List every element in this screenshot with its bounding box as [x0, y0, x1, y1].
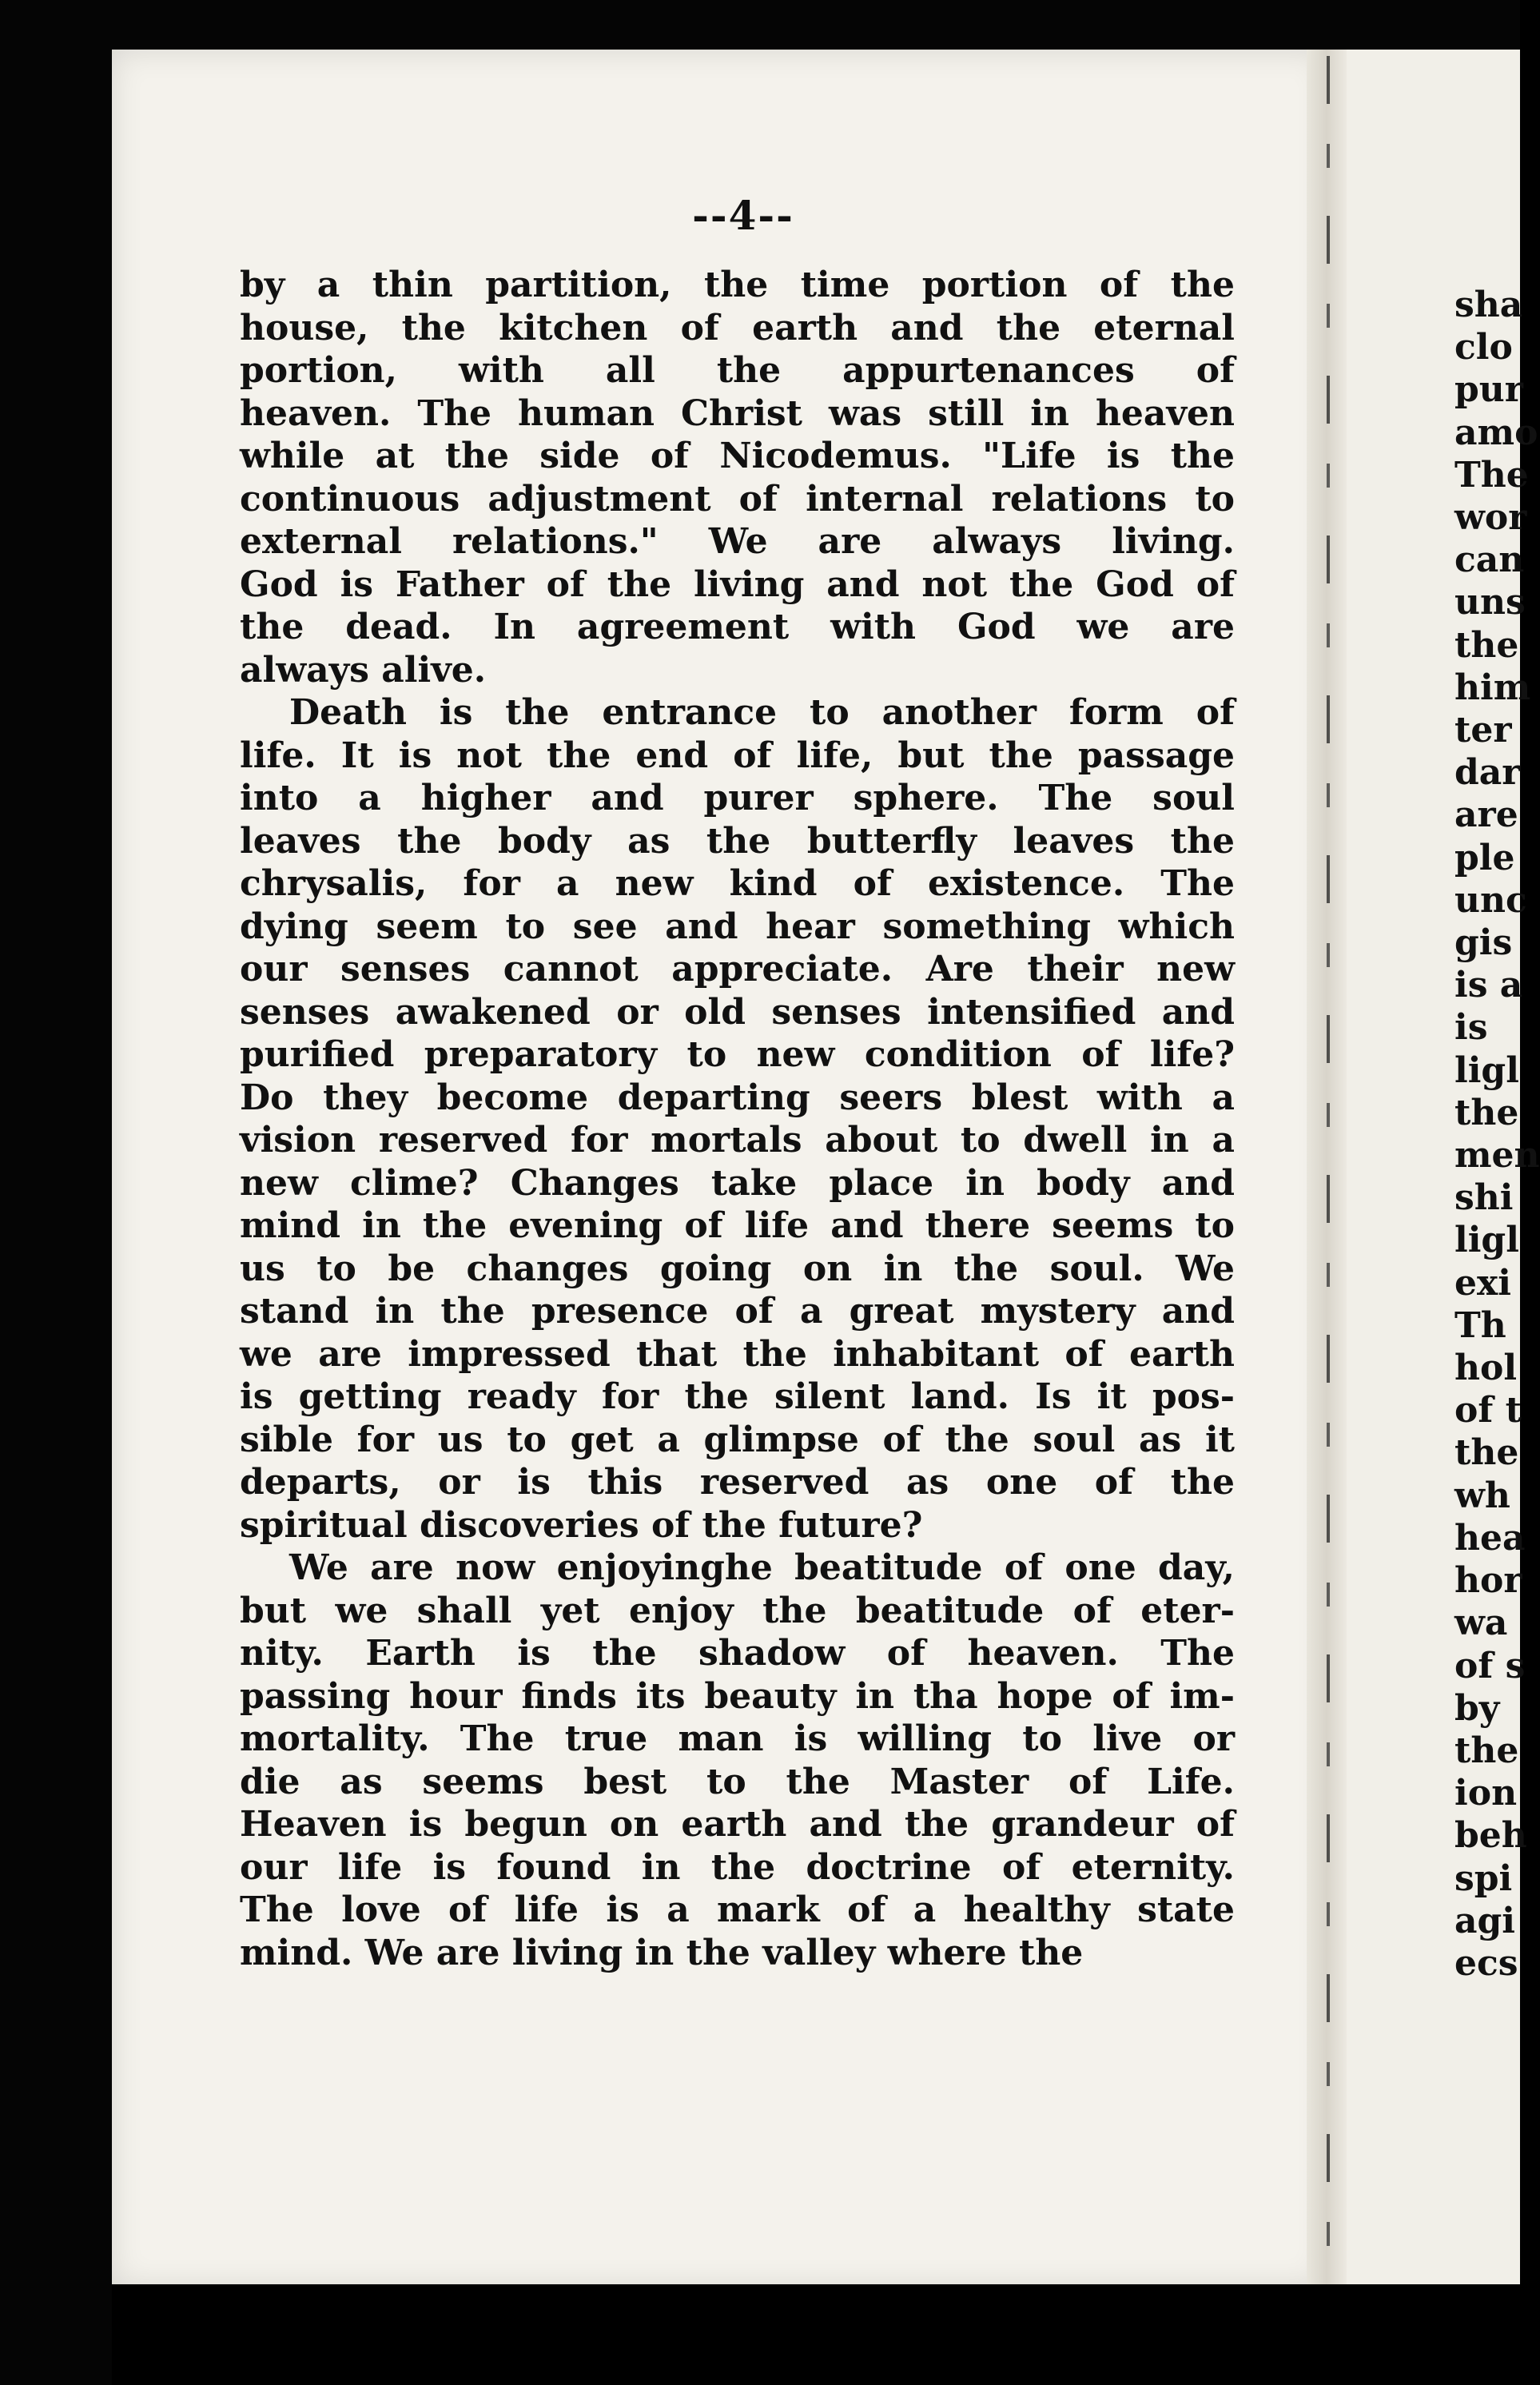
text-line: into a higher and purer sphere. The soul — [240, 778, 1235, 818]
fragment-line: amo — [1454, 412, 1538, 453]
fragment-line: ion — [1454, 1773, 1518, 1814]
fragment-line: men — [1454, 1135, 1540, 1177]
text-line: Heaven is begun on earth and the grandeur of — [240, 1804, 1235, 1845]
text-line: always alive. — [240, 649, 487, 691]
text-line: passing hour finds its beauty in tha hope of im- — [240, 1675, 1235, 1717]
fragment-line: the — [1454, 1730, 1519, 1771]
text-line: the dead. In agreement with God we are — [240, 607, 1235, 647]
fragment-line: the — [1454, 624, 1519, 666]
text-line: but we shall yet enjoy the beatitude of eter- — [240, 1590, 1235, 1631]
text-line: stand in the presence of a great mystery and — [240, 1291, 1235, 1332]
text-line: nity. Earth is the shadow of heaven. The — [240, 1633, 1235, 1674]
fragment-line: wor — [1454, 497, 1527, 539]
fragment-line: are — [1454, 794, 1518, 836]
text-line: life. It is not the end of life, but the passage — [240, 735, 1235, 776]
text-line: dying seem to see and hear something which — [240, 906, 1235, 947]
text-line: portion, with all the appurtenances of — [240, 350, 1235, 391]
text-line: mind. We are living in the valley where the — [240, 1932, 1084, 1973]
binding-stitch — [1327, 56, 1330, 2278]
text-line: die as seems best to the Master of Life. — [240, 1761, 1235, 1802]
fragment-line: unc — [1454, 879, 1527, 921]
text-line: sible for us to get a glimpse of the soul as it — [240, 1419, 1235, 1460]
paragraph — [240, 1547, 1235, 1974]
text-line: spiritual discoveries of the future? — [240, 1504, 923, 1546]
text-line: mind in the evening of life and there seems to — [240, 1205, 1235, 1246]
fragment-line: gis — [1454, 922, 1513, 964]
fragment-line: can — [1454, 540, 1525, 581]
text-line: by a thin partition, the time portion of the — [240, 265, 1235, 305]
text-line: vision reserved for mortals about to dwell in a — [240, 1120, 1235, 1161]
page-number: --4-- — [692, 192, 794, 239]
text-line: Death is the entrance to another form of — [289, 692, 1235, 733]
text-line: mortality. The true man is willing to live or — [240, 1718, 1235, 1759]
text-line: is getting ready for the silent land. Is it pos- — [240, 1376, 1235, 1417]
fragment-line: spi — [1454, 1857, 1513, 1899]
fragment-line: is a — [1454, 965, 1523, 1006]
fragment-line: exi — [1454, 1262, 1511, 1304]
text-line: chrysalis, for a new kind of existence. The — [240, 863, 1235, 904]
fragment-line: sha — [1454, 285, 1523, 325]
fragment-line: wa — [1454, 1603, 1508, 1644]
paragraph — [240, 691, 1235, 1547]
page-body — [240, 264, 1235, 1974]
text-line: house, the kitchen of earth and the eternal — [240, 307, 1235, 348]
fragment-line: him — [1454, 667, 1531, 708]
text-line: we are impressed that the inhabitant of earth — [240, 1333, 1235, 1375]
fragment-line: is — [1454, 1007, 1488, 1049]
fragment-line: ligl — [1454, 1049, 1519, 1091]
text-line: senses awakened or old senses intensified and — [240, 991, 1235, 1033]
adjacent-page-text — [1454, 284, 1540, 1985]
fragment-line: ter — [1454, 710, 1512, 751]
scan-bottom-border — [112, 2284, 1520, 2385]
fragment-line: the — [1454, 1432, 1519, 1474]
fragment-line: The — [1454, 454, 1529, 496]
fragment-line: ple — [1454, 837, 1515, 878]
fragment-line: pur — [1454, 369, 1523, 411]
fragment-line: hor — [1454, 1560, 1522, 1602]
fragment-line: ecs — [1454, 1942, 1518, 1984]
fragment-line: by — [1454, 1687, 1500, 1729]
text-line: heaven. The human Christ was still in heaven — [240, 392, 1235, 434]
fragment-line: shi — [1454, 1177, 1514, 1219]
text-line: Do they become departing seers blest with a — [240, 1077, 1235, 1118]
text-line: God is Father of the living and not the God of — [240, 563, 1235, 605]
text-line: external relations." We are always living. — [240, 521, 1235, 562]
text-line: us to be changes going on in the soul. We — [240, 1248, 1235, 1289]
text-line: leaves the body as the butterfly leaves the — [240, 820, 1235, 862]
text-line: departs, or is this reserved as one of the — [240, 1462, 1235, 1503]
fragment-line: the — [1454, 1092, 1519, 1133]
fragment-line: of t — [1454, 1390, 1522, 1431]
text-line: while at the side of Nicodemus. "Life is the — [240, 436, 1235, 476]
fragment-line: of s — [1454, 1645, 1526, 1686]
text-line: The love of life is a mark of a healthy state — [240, 1889, 1235, 1930]
fragment-line: agi — [1454, 1900, 1515, 1941]
fragment-line: Th — [1454, 1304, 1506, 1346]
fragment-line: ligl — [1454, 1220, 1519, 1261]
fragment-line: hol — [1454, 1348, 1518, 1389]
fragment-line: dar — [1454, 752, 1521, 794]
fragment-line: hea — [1454, 1517, 1526, 1559]
fragment-line: beh — [1454, 1815, 1527, 1857]
text-line: We are now enjoyinghe beatitude of one day, — [289, 1547, 1235, 1588]
text-line: purified preparatory to new condition of life? — [240, 1034, 1235, 1075]
text-line: our life is found in the doctrine of eternity. — [240, 1846, 1235, 1888]
text-line: our senses cannot appreciate. Are their new — [240, 949, 1235, 989]
fragment-line: clo — [1454, 327, 1513, 368]
fragment-line: uns — [1454, 582, 1526, 623]
text-line: new clime? Changes take place in body and — [240, 1162, 1235, 1204]
fragment-line: wh — [1454, 1475, 1510, 1516]
text-line: continuous adjustment of internal relations to — [240, 478, 1235, 520]
paragraph — [240, 264, 1235, 691]
